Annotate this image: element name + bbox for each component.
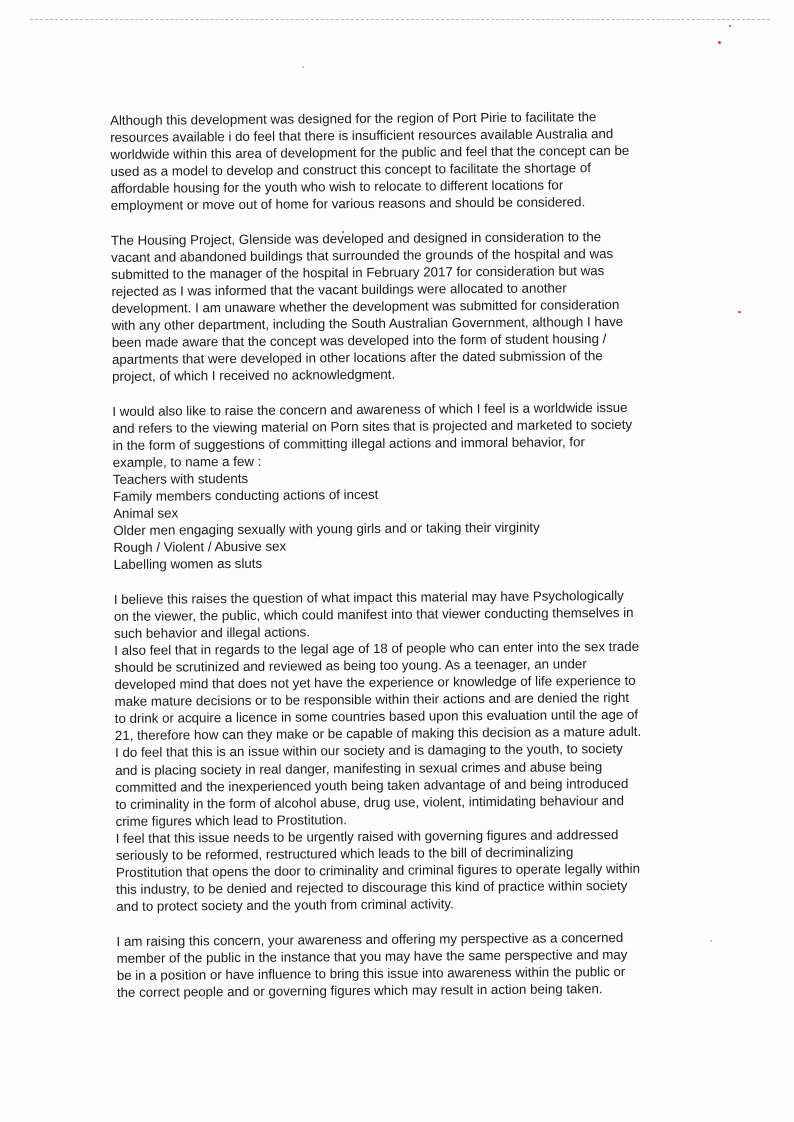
text-line: make mature decisions or to be responsible within their actions and are denied the right bbox=[114, 690, 630, 710]
text-line: Teachers with students bbox=[112, 470, 249, 487]
scan-speck bbox=[302, 66, 304, 68]
text-line: to criminality in the form of alcohol abuse, drug use, violent, intimidating behaviour and bbox=[115, 792, 624, 812]
document-body bbox=[110, 107, 717, 1018]
text-line: Family members conducting actions of incest bbox=[112, 486, 379, 505]
text-line: and is placing society in real danger, manifesting in sexual crimes and abuse being bbox=[115, 758, 603, 778]
text-line: apartments that were developed in other locations after the dated submission of the bbox=[111, 348, 603, 368]
text-line: example, to name a few : bbox=[112, 453, 262, 470]
text-line: project, of which I received no acknowledgment. bbox=[112, 367, 396, 385]
page-top-rule bbox=[30, 19, 770, 20]
text-line: submitted to the manager of the hospital in February 2017 for consideration but was bbox=[111, 262, 605, 282]
paragraph-4 bbox=[114, 586, 717, 915]
text-line: 21, therefore how can they make or be capable of making this decision as a mature adult. bbox=[114, 724, 642, 744]
text-line: Animal sex bbox=[113, 505, 179, 522]
scan-speck bbox=[738, 311, 741, 313]
paragraph-3 bbox=[112, 398, 713, 574]
text-line: Older men engaging sexually with young girls and or taking their virginity bbox=[113, 519, 540, 539]
text-line: this industry, to be denied and rejected to discourage this kind of practice within society bbox=[116, 878, 628, 898]
text-line: and refers to the viewing material on Porn sites that is projected and marketed to society bbox=[112, 416, 633, 436]
text-line: I do feel that this is an issue within our society and is damaging to the youth, to society bbox=[114, 741, 623, 761]
text-line: Prostitution that opens the door to criminality and criminal figures to operate legally within bbox=[115, 860, 641, 881]
text-line: development. I am unaware whether the development was submitted for consideration bbox=[111, 297, 620, 317]
text-line: Rough / Violent / Abusive sex bbox=[113, 538, 287, 556]
paragraph-2 bbox=[111, 227, 712, 386]
text-line: crime figures which lead to Prostitution. bbox=[115, 812, 347, 829]
text-line: Although this development was designed for the region of Port Pirie to facilitate the bbox=[110, 109, 597, 128]
scan-speck bbox=[729, 25, 731, 27]
paragraph-5 bbox=[116, 928, 717, 1001]
text-line: member of the public in the instance that you may have the same perspective and may bbox=[116, 946, 628, 966]
text-line: resources available i do feel that there is insufficient resources available Australia and bbox=[110, 126, 614, 146]
text-line: I also feel that in regards to the legal age of 18 of people who can enter into the sex trade bbox=[114, 638, 640, 658]
text-line: vacant and abandoned buildings that surrounded the grounds of the hospital and was bbox=[111, 245, 614, 265]
paragraph-1 bbox=[110, 107, 711, 214]
text-line: to drink or acquire a licence in some countries based upon this evaluation until the age of bbox=[114, 707, 639, 727]
text-line: the correct people and or governing figures which may result in action being taken. bbox=[116, 980, 603, 1000]
text-line: committed and the inexperienced youth being taken advantage of and being introduced bbox=[115, 775, 629, 795]
text-line: with any other department, including the South Australian Government, although I have bbox=[111, 314, 624, 334]
scan-speck bbox=[718, 41, 721, 44]
text-line: seriously to be reformed, restructured which leads to the bill of decriminalizing bbox=[115, 844, 574, 864]
text-line: such behavior and illegal actions. bbox=[114, 624, 311, 641]
text-line: I am raising this concern, your awareness and offering my perspective as a concerned bbox=[116, 929, 624, 949]
text-line: worldwide within this area of development for the public and feel that the concept can be bbox=[110, 143, 630, 163]
text-line: Labelling women as sluts bbox=[113, 556, 263, 573]
text-line: been made aware that the concept was developed into the form of student housing / bbox=[111, 331, 607, 351]
text-line: affordable housing for the youth who wish to relocate to different locations for bbox=[110, 177, 564, 197]
text-line: rejected as I was informed that the vacant buildings were allocated to another bbox=[111, 280, 567, 299]
text-line: The Housing Project, Glenside was developed and designed in consideration to the bbox=[110, 228, 602, 248]
text-line: I believe this raises the question of what impact this material may have Psychologically bbox=[113, 587, 624, 607]
text-line: should be scrutinized and reviewed as being too young. As a teenager, an under bbox=[114, 656, 587, 675]
text-line: employment or move out of home for various reasons and should be considered. bbox=[110, 194, 586, 214]
text-line: be in a position or have influence to bring this issue into awareness within the public or bbox=[116, 963, 626, 983]
text-line: I feel that this issue needs to be urgently raised with governing figures and addressed bbox=[115, 826, 619, 846]
text-line: developed mind that does not yet have the experience or knowledge of life experience to bbox=[114, 672, 636, 693]
text-line: in the form of suggestions of committing illegal actions and immoral behavior, for bbox=[112, 434, 585, 453]
text-line: on the viewer, the public, which could manifest into that viewer conducting themselves in bbox=[113, 604, 634, 624]
text-line: used as a model to develop and construct this concept to facilitate the shortage of bbox=[110, 160, 591, 180]
text-line: and to protect society and the youth from criminal activity. bbox=[116, 896, 454, 915]
text-line: I would also like to raise the concern and awareness of which I feel is a worldwide issue bbox=[112, 399, 628, 419]
